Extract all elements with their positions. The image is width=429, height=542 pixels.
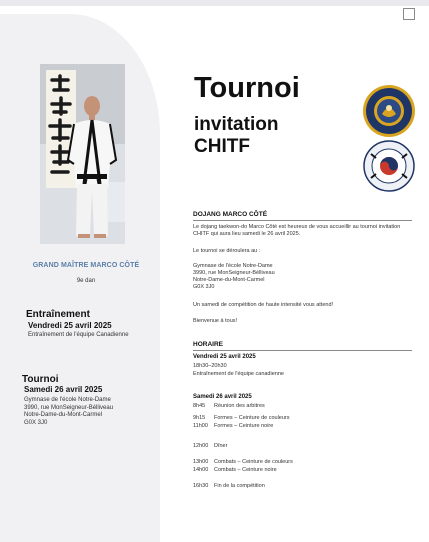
dojang-intro: Le dojang taekwon-do Marco Côté est heureux de vous accueillir au tournoi invitation CHITF qui aura lieu samedi le 26 avril 2025. <box>193 224 401 237</box>
schedule-heading: HORAIRE <box>193 341 223 348</box>
schedule-divider <box>193 350 412 351</box>
page-title: Tournoi <box>194 72 300 104</box>
address-line: G0X 3J0 <box>193 284 215 290</box>
international-taekwondo-logo <box>362 84 416 138</box>
schedule-activity: Formes – Ceinture noire <box>214 423 274 429</box>
schedule-day1-time: 18h30–20h30 <box>193 363 227 369</box>
schedule-time: 12h00 <box>193 443 209 449</box>
event-training-title: Entraînement <box>26 309 90 320</box>
grand-master-photo <box>40 64 125 244</box>
schedule-activity: Formes – Ceinture de couleurs <box>214 415 290 421</box>
event-tournament-date: Samedi 26 avril 2025 <box>24 385 103 394</box>
schedule-time: 11h00 <box>193 423 208 429</box>
event-tournament-address <box>24 397 113 427</box>
dojang-heading: DOJANG MARCO CÔTÉ <box>193 211 268 218</box>
grand-master-name: GRAND MAÎTRE MARCO CÔTÉ <box>32 262 140 269</box>
schedule-time: 9h15 <box>193 415 206 421</box>
dojang-marco-cote-logo <box>363 140 415 192</box>
page-subtitle-invitation: invitation <box>194 114 279 135</box>
page-top-edge <box>0 0 429 6</box>
schedule-time: 8h45 <box>193 403 206 409</box>
schedule-activity: Combats – Ceinture de couleurs <box>214 459 293 465</box>
corner-checkbox[interactable] <box>403 8 415 20</box>
dojang-welcome: Bienvenue à tous! <box>193 318 238 324</box>
event-training-description: Entraînement de l'équipe Canadienne <box>28 332 129 338</box>
schedule-time: 14h00 <box>193 467 209 473</box>
event-tournament-title: Tournoi <box>22 374 59 385</box>
grand-master-rank: 9e dan <box>76 278 96 284</box>
address-line: Gymnase de l'école Notre-Dame <box>24 397 111 403</box>
dojang-summary: Un samedi de compétition de haute intensité vous attend! <box>193 302 334 308</box>
schedule-day2-label: Samedi 26 avril 2025 <box>193 394 252 400</box>
schedule-time: 13h00 <box>193 459 209 465</box>
dojang-address <box>193 263 415 291</box>
schedule-activity: Réunion des arbitres <box>214 403 265 409</box>
dojang-divider <box>193 220 412 221</box>
address-line: Notre-Dame-du-Mont-Carmel <box>193 277 265 283</box>
address-line: 3990, rue MonSeigneur-Bélliveau <box>193 270 275 276</box>
dojang-location-intro: Le tournoi se déroulera au : <box>193 248 261 254</box>
page-subtitle-chitf: CHITF <box>194 136 250 157</box>
schedule-day1-activity: Entraînement de l'équipe canadienne <box>193 371 284 377</box>
schedule-activity: Combats – Ceinture noire <box>214 467 277 473</box>
schedule-time: 16h30 <box>193 483 209 489</box>
schedule-activity: Dîner <box>214 443 228 449</box>
address-line: G0X 3J0 <box>24 419 48 426</box>
schedule-activity: Fin de la compétition <box>214 483 265 489</box>
event-training-date: Vendredi 25 avril 2025 <box>28 321 112 330</box>
schedule-day1-label: Vendredi 25 avril 2025 <box>193 354 256 360</box>
address-line: Gymnase de l'école Notre-Dame <box>193 263 273 269</box>
address-line: Notre-Dame-du-Mont-Carmel <box>24 412 103 418</box>
address-line: 3990, rue MonSeigneur-Bélliveau <box>24 404 114 411</box>
